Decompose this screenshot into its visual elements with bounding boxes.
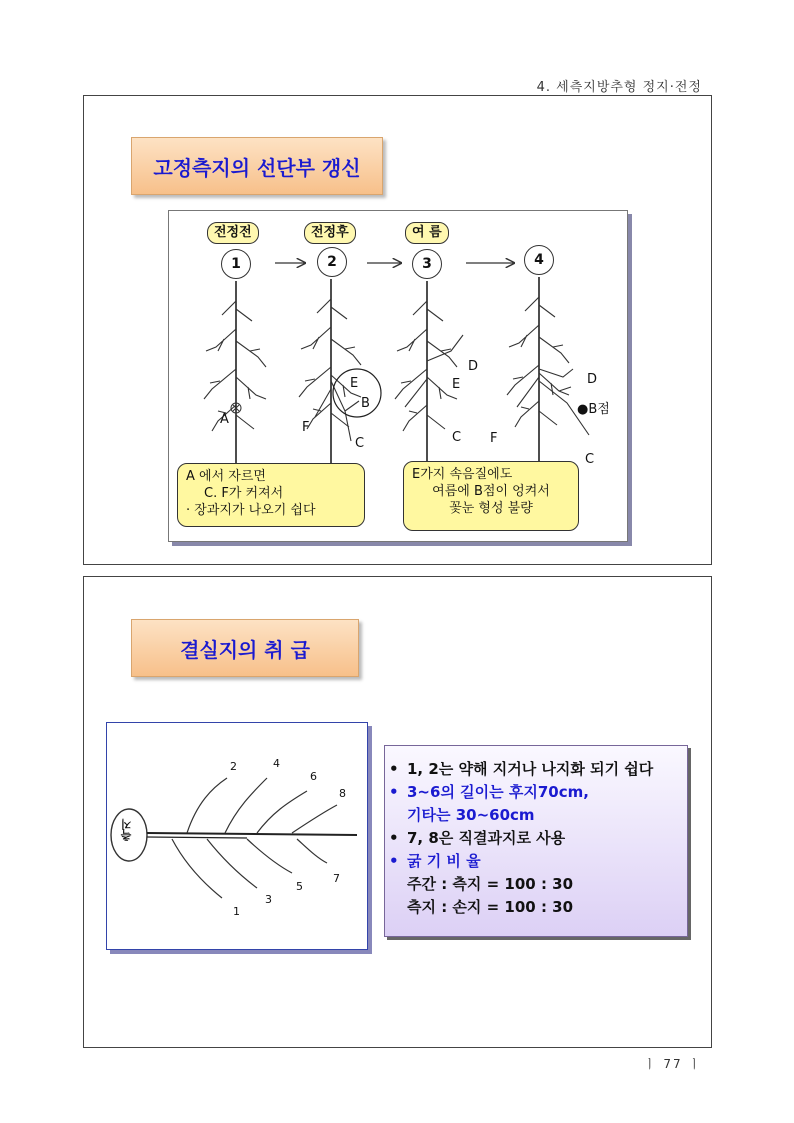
guideline-1-bullet: •: [389, 760, 399, 778]
branch-axis-label: 측지: [120, 819, 133, 841]
letter-c-stage2: C: [355, 436, 365, 451]
panel2-title: [131, 619, 359, 677]
stage-label-before: 전정전: [207, 222, 259, 244]
guideline-2: [385, 781, 687, 804]
guideline-3-text: 기타는 30~60cm: [407, 806, 535, 824]
page-number: ㅣ 77 ㅣ: [644, 1057, 703, 1071]
fruiting-branch-guidelines: [384, 745, 688, 937]
stage-number-3: 3: [412, 249, 442, 279]
guideline-5: [385, 850, 687, 873]
stage-number-4: 4: [524, 245, 554, 275]
guideline-7-text: 측지 : 손지 = 100 : 30: [407, 898, 574, 916]
branch-number-8: 8: [339, 787, 346, 800]
guideline-1: [385, 758, 687, 781]
guideline-3: [385, 804, 687, 827]
panel1-title: [131, 137, 383, 195]
stage-label-summer: 여 름: [405, 222, 449, 244]
letter-c-stage4: C: [585, 452, 595, 467]
branch-number-1: 1: [233, 905, 240, 918]
section-header: 4. 세측지방추형 정지·전정: [536, 80, 702, 95]
guideline-4-bullet: •: [389, 829, 399, 847]
guideline-1-text: 1, 2는 약해 지거나 나지화 되기 쉽다: [407, 760, 654, 778]
letter-f-stage3: F: [490, 431, 498, 446]
branch-number-2: 2: [230, 760, 237, 773]
guideline-2-text: 3~6의 길이는 후지70cm,: [407, 783, 589, 801]
note-right-line-2: 여름에 B점이 엉켜서: [432, 484, 550, 499]
branch-number-5: 5: [296, 880, 303, 893]
letter-c-stage3: C: [452, 430, 462, 445]
guideline-5-bullet: •: [389, 852, 399, 870]
letter-e-stage3: E: [452, 377, 461, 392]
guideline-5-text: 굵 기 비 율: [407, 852, 481, 870]
guideline-2-bullet: •: [389, 783, 399, 801]
letter-d-stage3: D: [468, 359, 479, 374]
note-right-line-3: 꽃눈 형성 불량: [449, 501, 533, 516]
stage-number-2: 2: [317, 247, 347, 277]
guideline-4: [385, 827, 687, 850]
letter-e-stage2: E: [350, 376, 359, 391]
note-left-line-1: A 에서 자르면: [186, 469, 266, 484]
renewal-diagram: [168, 210, 628, 542]
branch-number-4: 4: [273, 757, 280, 770]
letter-b-stage2: B: [361, 396, 370, 411]
panel-leader-renewal: [83, 95, 712, 565]
branch-number-6: 6: [310, 770, 317, 783]
panel1-title-text: 고정측지의 선단부 갱신: [153, 155, 361, 180]
letter-a-stage1: A: [220, 412, 229, 427]
panel-fruiting-branch: [83, 576, 712, 1048]
note-right-line-1: E가지 속음질에도: [412, 467, 513, 482]
guideline-7: [385, 896, 687, 919]
guideline-6-text: 주간 : 측지 = 100 : 30: [407, 875, 574, 893]
stage-label-after: 전정후: [304, 222, 356, 244]
letter-b-point-stage4: ●B점: [577, 402, 610, 417]
stage-number-1: 1: [221, 249, 251, 279]
guideline-4-text: 7, 8은 직결과지로 사용: [407, 829, 566, 847]
branch-number-7: 7: [333, 872, 340, 885]
note-left-line-3: · 장과지가 나오기 쉽다: [186, 503, 316, 518]
letter-d-stage4: D: [587, 372, 598, 387]
fruiting-branch-diagram: [106, 722, 368, 950]
note-cut-at-a: [177, 463, 365, 527]
branch-number-3: 3: [265, 893, 272, 906]
note-summer-b-point: [403, 461, 579, 531]
note-left-line-2: C. F가 커져서: [204, 486, 284, 501]
guideline-6: [385, 873, 687, 896]
letter-f-stage2: F: [302, 420, 310, 435]
panel2-title-text: 결실지의 취 급: [180, 637, 310, 662]
